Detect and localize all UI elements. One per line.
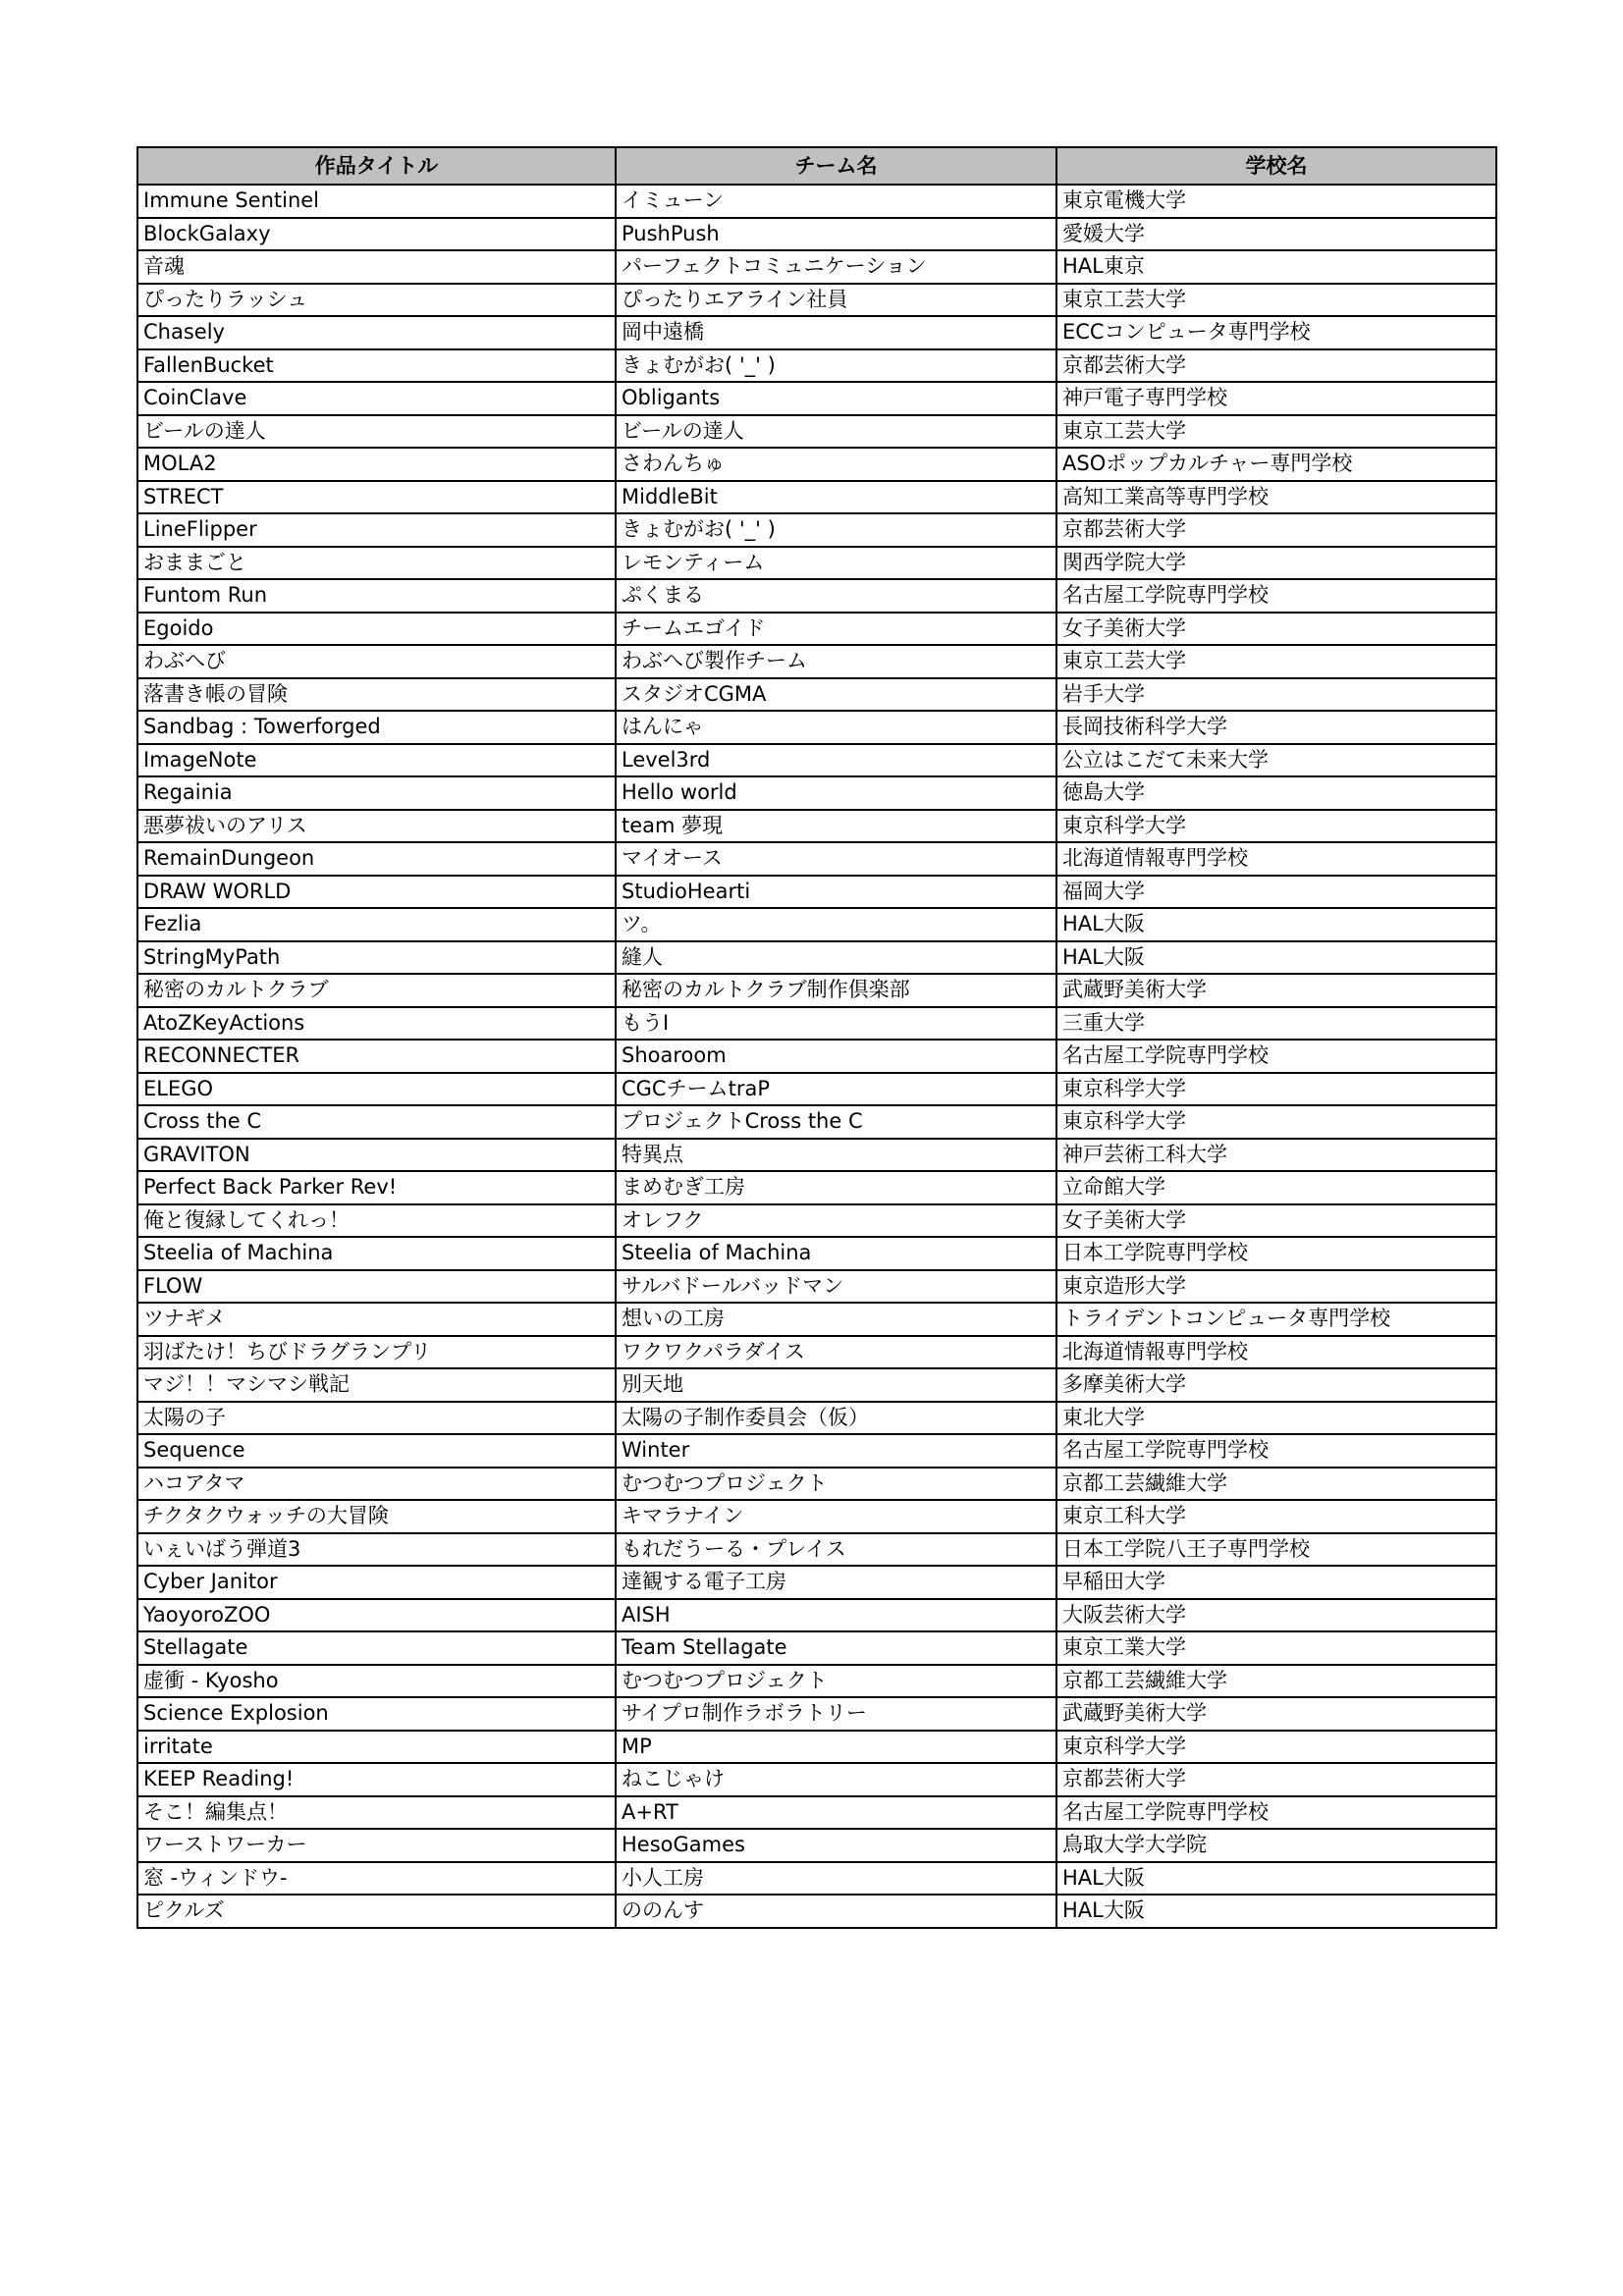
cell-team: むつむつプロジェクト [616, 1468, 1056, 1501]
cell-team: ぴったりエアライン社員 [616, 284, 1056, 317]
cell-title: 秘密のカルトクラブ [137, 974, 616, 1007]
cell-school: 大阪芸術大学 [1056, 1599, 1496, 1632]
cell-team: 岡中遠橋 [616, 316, 1056, 349]
cell-team: ののんす [616, 1895, 1056, 1928]
cell-team: はんにゃ [616, 711, 1056, 744]
cell-team: もうI [616, 1007, 1056, 1041]
cell-title: 落書き帳の冒険 [137, 678, 616, 712]
cell-school: 日本工学院八王子専門学校 [1056, 1533, 1496, 1567]
table-row [137, 810, 1496, 843]
cell-title: 俺と復縁してくれっ！ [137, 1204, 616, 1238]
table-row [137, 908, 1496, 941]
cell-team: わぶへび製作チーム [616, 645, 1056, 678]
cell-school: 東北大学 [1056, 1402, 1496, 1435]
cell-title: チクタクウォッチの大冒険 [137, 1500, 616, 1533]
table-row [137, 1796, 1496, 1830]
cell-title: おままごと [137, 547, 616, 580]
entries-table [136, 146, 1497, 1929]
cell-team: もれだうーる・プレイス [616, 1533, 1056, 1567]
cell-school: HAL大阪 [1056, 1895, 1496, 1928]
cell-team: パーフェクトコミュニケーション [616, 250, 1056, 284]
table-row [137, 1336, 1496, 1369]
cell-title: YaoyoroZOO [137, 1599, 616, 1632]
table-row [137, 876, 1496, 909]
table-row [137, 1599, 1496, 1632]
cell-school: 日本工学院専門学校 [1056, 1237, 1496, 1270]
cell-team: きょむがお( '_' ) [616, 349, 1056, 383]
cell-team: スタジオCGMA [616, 678, 1056, 712]
cell-title: いぇいばう弾道3 [137, 1533, 616, 1567]
cell-title: Stellagate [137, 1631, 616, 1665]
table-row [137, 218, 1496, 251]
table-row [137, 1665, 1496, 1698]
cell-school: 東京科学大学 [1056, 810, 1496, 843]
cell-title: RemainDungeon [137, 842, 616, 876]
cell-school: 女子美術大学 [1056, 613, 1496, 646]
cell-title: Funtom Run [137, 579, 616, 613]
cell-school: 愛媛大学 [1056, 218, 1496, 251]
table-row [137, 941, 1496, 975]
cell-school: 東京工芸大学 [1056, 284, 1496, 317]
cell-title: Egoido [137, 613, 616, 646]
cell-title: DRAW WORLD [137, 876, 616, 909]
table-row [137, 613, 1496, 646]
cell-school: 神戸電子専門学校 [1056, 382, 1496, 415]
cell-team: まめむぎ工房 [616, 1171, 1056, 1204]
cell-school: 京都芸術大学 [1056, 349, 1496, 383]
cell-school: 東京工芸大学 [1056, 415, 1496, 449]
column-header-school: 学校名 [1056, 147, 1496, 185]
cell-title: ELEGO [137, 1073, 616, 1106]
cell-team: イミューン [616, 185, 1056, 218]
table-row [137, 250, 1496, 284]
cell-team: オレフク [616, 1204, 1056, 1238]
cell-title: ワーストワーカー [137, 1829, 616, 1862]
cell-title: FLOW [137, 1270, 616, 1304]
cell-title: そこ！編集点！ [137, 1796, 616, 1830]
cell-title: ビールの達人 [137, 415, 616, 449]
cell-team: サイプロ制作ラボラトリー [616, 1697, 1056, 1731]
cell-title: Science Explosion [137, 1697, 616, 1731]
cell-team: ツ。 [616, 908, 1056, 941]
table-row [137, 1237, 1496, 1270]
cell-title: ImageNote [137, 744, 616, 777]
cell-title: Chasely [137, 316, 616, 349]
cell-school: 女子美術大学 [1056, 1204, 1496, 1238]
cell-team: HesoGames [616, 1829, 1056, 1862]
cell-school: HAL大阪 [1056, 1862, 1496, 1896]
cell-title: 音魂 [137, 250, 616, 284]
cell-team: team 夢現 [616, 810, 1056, 843]
table-row [137, 1566, 1496, 1599]
table-row [137, 711, 1496, 744]
cell-school: 京都工芸繊維大学 [1056, 1468, 1496, 1501]
cell-title: ピクルズ [137, 1895, 616, 1928]
cell-team: ぷくまる [616, 579, 1056, 613]
cell-school: 公立はこだて未来大学 [1056, 744, 1496, 777]
table-row [137, 974, 1496, 1007]
cell-title: ぴったりラッシュ [137, 284, 616, 317]
cell-school: ECCコンピュータ専門学校 [1056, 316, 1496, 349]
table-row [137, 1631, 1496, 1665]
cell-school: 名古屋工学院専門学校 [1056, 1796, 1496, 1830]
cell-team: ねこじゃけ [616, 1763, 1056, 1796]
cell-title: FallenBucket [137, 349, 616, 383]
cell-school: 東京造形大学 [1056, 1270, 1496, 1304]
cell-title: マジ！！マシマシ戦記 [137, 1368, 616, 1402]
cell-title: Cross the C [137, 1105, 616, 1139]
cell-title: CoinClave [137, 382, 616, 415]
cell-school: HAL東京 [1056, 250, 1496, 284]
cell-title: MOLA2 [137, 448, 616, 481]
cell-team: 達観する電子工房 [616, 1566, 1056, 1599]
cell-team: 小人工房 [616, 1862, 1056, 1896]
cell-team: プロジェクトCross the C [616, 1105, 1056, 1139]
cell-school: 名古屋工学院専門学校 [1056, 1434, 1496, 1468]
column-header-title: 作品タイトル [137, 147, 616, 185]
cell-title: Cyber Janitor [137, 1566, 616, 1599]
cell-title: ハコアタマ [137, 1468, 616, 1501]
cell-title: Perfect Back Parker Rev! [137, 1171, 616, 1204]
cell-team: Team Stellagate [616, 1631, 1056, 1665]
cell-school: 東京科学大学 [1056, 1105, 1496, 1139]
table-row [137, 1073, 1496, 1106]
cell-team: Hello world [616, 776, 1056, 810]
cell-team: マイオース [616, 842, 1056, 876]
table-row [137, 1468, 1496, 1501]
cell-school: 三重大学 [1056, 1007, 1496, 1041]
cell-team: きょむがお( '_' ) [616, 513, 1056, 547]
table-row [137, 1171, 1496, 1204]
cell-title: Regainia [137, 776, 616, 810]
table-row [137, 1731, 1496, 1764]
cell-team: むつむつプロジェクト [616, 1665, 1056, 1698]
cell-title: ツナギメ [137, 1303, 616, 1336]
cell-title: BlockGalaxy [137, 218, 616, 251]
cell-school: 東京工業大学 [1056, 1631, 1496, 1665]
cell-team: 別天地 [616, 1368, 1056, 1402]
table-row [137, 1533, 1496, 1567]
cell-school: 神戸芸術工科大学 [1056, 1139, 1496, 1172]
table-row [137, 1697, 1496, 1731]
cell-title: Sequence [137, 1434, 616, 1468]
cell-team: ワクワクパラダイス [616, 1336, 1056, 1369]
table-row [137, 547, 1496, 580]
cell-school: 北海道情報専門学校 [1056, 842, 1496, 876]
table-row [137, 1105, 1496, 1139]
table-row [137, 382, 1496, 415]
table-row [137, 448, 1496, 481]
table-row [137, 185, 1496, 218]
cell-team: PushPush [616, 218, 1056, 251]
table-row [137, 1368, 1496, 1402]
cell-title: 虚衝 - Kyosho [137, 1665, 616, 1698]
cell-title: Steelia of Machina [137, 1237, 616, 1270]
table-row [137, 1829, 1496, 1862]
cell-title: STRECT [137, 481, 616, 514]
cell-team: 縫人 [616, 941, 1056, 975]
cell-team: AISH [616, 1599, 1056, 1632]
cell-school: 高知工業高等専門学校 [1056, 481, 1496, 514]
cell-team: 特異点 [616, 1139, 1056, 1172]
cell-school: 京都芸術大学 [1056, 513, 1496, 547]
cell-title: 羽ばたけ！ちびドラグランプリ [137, 1336, 616, 1369]
cell-team: 秘密のカルトクラブ制作倶楽部 [616, 974, 1056, 1007]
table-row [137, 678, 1496, 712]
cell-title: Immune Sentinel [137, 185, 616, 218]
cell-team: 太陽の子制作委員会（仮） [616, 1402, 1056, 1435]
table-row [137, 645, 1496, 678]
table-row [137, 1270, 1496, 1304]
cell-school: 東京工芸大学 [1056, 645, 1496, 678]
table-row [137, 415, 1496, 449]
table-row [137, 1895, 1496, 1928]
cell-team: チームエゴイド [616, 613, 1056, 646]
header-row [137, 147, 1496, 185]
table-row [137, 481, 1496, 514]
cell-school: 東京科学大学 [1056, 1731, 1496, 1764]
cell-school: 岩手大学 [1056, 678, 1496, 712]
cell-school: 京都芸術大学 [1056, 1763, 1496, 1796]
cell-team: Obligants [616, 382, 1056, 415]
cell-school: 関西学院大学 [1056, 547, 1496, 580]
cell-team: A+RT [616, 1796, 1056, 1830]
cell-school: 鳥取大学大学院 [1056, 1829, 1496, 1862]
table-row [137, 1862, 1496, 1896]
table-row [137, 1040, 1496, 1073]
cell-school: 武蔵野美術大学 [1056, 1697, 1496, 1731]
cell-team: Winter [616, 1434, 1056, 1468]
cell-school: 北海道情報専門学校 [1056, 1336, 1496, 1369]
column-header-team: チーム名 [616, 147, 1056, 185]
cell-title: Fezlia [137, 908, 616, 941]
cell-team: Shoaroom [616, 1040, 1056, 1073]
table-row [137, 579, 1496, 613]
cell-school: 早稲田大学 [1056, 1566, 1496, 1599]
cell-title: KEEP Reading! [137, 1763, 616, 1796]
cell-team: さわんちゅ [616, 448, 1056, 481]
cell-title: AtoZKeyActions [137, 1007, 616, 1041]
cell-title: わぶへび [137, 645, 616, 678]
table-row [137, 349, 1496, 383]
cell-team: サルバドールバッドマン [616, 1270, 1056, 1304]
table-row [137, 1007, 1496, 1041]
cell-team: ビールの達人 [616, 415, 1056, 449]
cell-school: HAL大阪 [1056, 941, 1496, 975]
table-row [137, 1434, 1496, 1468]
cell-school: ASOポップカルチャー専門学校 [1056, 448, 1496, 481]
cell-team: キマラナイン [616, 1500, 1056, 1533]
cell-school: HAL大阪 [1056, 908, 1496, 941]
cell-school: 名古屋工学院専門学校 [1056, 579, 1496, 613]
cell-title: 窓 -ウィンドウ- [137, 1862, 616, 1896]
cell-school: 名古屋工学院専門学校 [1056, 1040, 1496, 1073]
cell-school: 東京科学大学 [1056, 1073, 1496, 1106]
cell-school: トライデントコンピュータ専門学校 [1056, 1303, 1496, 1336]
cell-title: LineFlipper [137, 513, 616, 547]
table-row [137, 1402, 1496, 1435]
cell-school: 長岡技術科学大学 [1056, 711, 1496, 744]
cell-school: 東京電機大学 [1056, 185, 1496, 218]
cell-title: StringMyPath [137, 941, 616, 975]
table-row [137, 1139, 1496, 1172]
cell-school: 東京工科大学 [1056, 1500, 1496, 1533]
cell-team: CGCチームtraP [616, 1073, 1056, 1106]
cell-team: Steelia of Machina [616, 1237, 1056, 1270]
cell-school: 多摩美術大学 [1056, 1368, 1496, 1402]
cell-school: 京都工芸繊維大学 [1056, 1665, 1496, 1698]
table-row [137, 842, 1496, 876]
cell-title: GRAVITON [137, 1139, 616, 1172]
table-row [137, 1500, 1496, 1533]
table-row [137, 1303, 1496, 1336]
table-row [137, 513, 1496, 547]
cell-title: RECONNECTER [137, 1040, 616, 1073]
cell-title: 悪夢祓いのアリス [137, 810, 616, 843]
table-row [137, 316, 1496, 349]
table-row [137, 744, 1496, 777]
cell-title: Sandbag : Towerforged [137, 711, 616, 744]
cell-school: 立命館大学 [1056, 1171, 1496, 1204]
table-row [137, 1763, 1496, 1796]
cell-school: 徳島大学 [1056, 776, 1496, 810]
cell-school: 福岡大学 [1056, 876, 1496, 909]
cell-title: irritate [137, 1731, 616, 1764]
cell-team: 想いの工房 [616, 1303, 1056, 1336]
table-row [137, 284, 1496, 317]
cell-team: Level3rd [616, 744, 1056, 777]
table-row [137, 776, 1496, 810]
cell-team: StudioHearti [616, 876, 1056, 909]
cell-school: 武蔵野美術大学 [1056, 974, 1496, 1007]
table-row [137, 1204, 1496, 1238]
cell-team: レモンティーム [616, 547, 1056, 580]
cell-team: MiddleBit [616, 481, 1056, 514]
cell-title: 太陽の子 [137, 1402, 616, 1435]
cell-team: MP [616, 1731, 1056, 1764]
